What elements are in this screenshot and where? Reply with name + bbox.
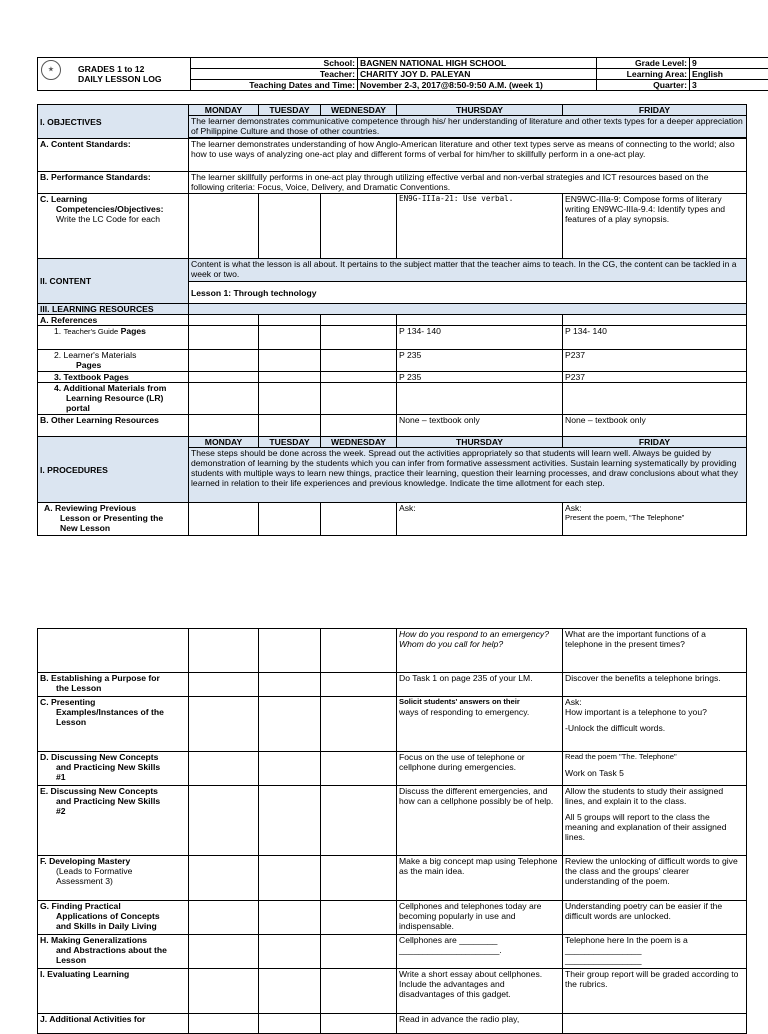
lesson-log-table-page2	[37, 628, 747, 1034]
lc-wednesday	[321, 194, 397, 259]
tg-pages-label: Pages	[121, 326, 146, 336]
lm-thursday: P 235	[397, 350, 563, 372]
discussing-1-friday-task: Work on Task 5	[565, 768, 744, 778]
lc-label-line1: C. Learning	[40, 194, 186, 204]
learning-area-value: English	[690, 69, 768, 80]
teaching-dates-value: November 2-3, 2017@8:50-9:50 A.M. (week 1)	[358, 80, 597, 91]
content-heading: II. CONTENT	[38, 259, 189, 304]
practical-applications-label	[38, 901, 189, 935]
school-label: School:	[191, 58, 358, 69]
content-standards-label: A. Content Standards:	[38, 139, 189, 172]
g-label-line1: G. Finding Practical	[40, 901, 186, 911]
lc-label-line3: Write the LC Code for each	[40, 214, 186, 224]
lm-label-line2: Pages	[54, 360, 186, 370]
grade-level-label: Grade Level:	[597, 58, 690, 69]
practical-applications-thursday: Cellphones and telephones today are becoming popularly in use and indispensable.	[397, 901, 563, 935]
c-label-line1: C. Presenting	[40, 697, 186, 707]
c-label-line2: Examples/Instances of the	[40, 707, 186, 717]
reviewing-thursday-question: How do you respond to an emergency? Whom do you call for help?	[397, 629, 563, 673]
f-label-line3: Assessment 3)	[40, 876, 186, 886]
performance-standards-text: The learner skillfully performs in one-act play through utilizing effective verbal and non-verbal strategies and ICT resources based on the following criteria: Focus, Voice, Delivery, and Dramatic Conventions.	[189, 172, 747, 194]
teacher-label: Teacher:	[191, 69, 358, 80]
evaluating-learning-friday: Their group report will be graded according to the rubrics.	[563, 969, 747, 1014]
presenting-examples-label	[38, 697, 189, 752]
additional-materials-label	[38, 383, 189, 415]
reviewing-friday-question: What are the important functions of a telephone in the present times?	[563, 629, 747, 673]
developing-mastery-friday: Review the unlocking of difficult words to give the class and the groups' clearer understanding of the poem.	[563, 856, 747, 901]
generalizations-thursday-line2: _____________________.	[399, 945, 560, 955]
tg-number: 1.	[54, 326, 61, 336]
tb-thursday: P 235	[397, 372, 563, 383]
lm-friday: P237	[563, 350, 747, 372]
a-label-line1: A. Reviewing Previous	[44, 503, 186, 513]
discussing-2-friday-report: All 5 groups will report to the class the meaning and explanation of their assigned lines.	[565, 812, 744, 842]
other-resources-friday: None – textbook only	[563, 415, 747, 437]
day-wednesday-header: WEDNESDAY	[321, 105, 397, 116]
lc-tuesday	[259, 194, 321, 259]
procedures-text: These steps should be done across the week. Spread out the activities appropriately so that students will learn well. Always be guided by demonstration of learning by the students which you can infer from formative assessment activities. Sustain learning systematically by providing students with multiple ways to learn new things, practice their learning, question their learning processes, and draw conclusions about what they learned in relation to their life experiences and previous knowledge. Indicate the time allotment for each step.	[189, 448, 747, 503]
additional-activities-label: J. Additional Activities for	[38, 1014, 189, 1034]
practical-applications-friday: Understanding poetry can be easier if the difficult words are unlocked.	[563, 901, 747, 935]
tb-friday: P237	[563, 372, 747, 383]
content-text: Content is what the lesson is all about. It pertains to the subject matter that the teacher aims to teach. In the CG, the content can be tackled in a week or two.	[189, 259, 747, 282]
d-label-line2: and Practicing New Skills	[40, 762, 186, 772]
g-label-line3: and Skills in Daily Living	[40, 921, 186, 931]
textbook-pages-label: 3. Textbook Pages	[38, 372, 189, 383]
lc-monday	[189, 194, 259, 259]
discussing-2-friday	[563, 786, 747, 856]
day-tuesday-header: TUESDAY	[259, 105, 321, 116]
e-label-line1: E. Discussing New Concepts	[40, 786, 186, 796]
content-standards-text: The learner demonstrates understanding of how Anglo-American literature and other text types serve as means of connecting to the world; also how to use ways of analyzing one-act play and different forms of verbal for him/her to skillfully perform in a one-act play.	[189, 139, 747, 172]
h-label-line1: H. Making Generalizations	[40, 935, 186, 945]
add-label-line1: 4. Additional Materials from	[54, 383, 186, 393]
reviewing-thursday: Ask:	[397, 503, 563, 536]
day-thursday-header-2: THURSDAY	[397, 437, 563, 448]
presenting-friday	[563, 697, 747, 752]
d-label-line1: D. Discussing New Concepts	[40, 752, 186, 762]
c-label-line3: Lesson	[40, 717, 186, 727]
references-label: A. References	[38, 315, 189, 326]
reviewing-friday	[563, 503, 747, 536]
evaluating-learning-label: I. Evaluating Learning	[38, 969, 189, 1014]
generalizations-friday-line3: ________________	[565, 955, 744, 965]
evaluating-learning-thursday	[397, 969, 563, 1014]
e-label-line2: and Practicing New Skills	[40, 796, 186, 806]
day-wednesday-header-2: WEDNESDAY	[321, 437, 397, 448]
g-label-line2: Applications of Concepts	[40, 911, 186, 921]
evaluating-thursday-line2: Include the advantages and disadvantages of this gadget.	[399, 979, 560, 999]
f-label-line1: F. Developing Mastery	[40, 856, 186, 866]
day-monday-header: MONDAY	[189, 105, 259, 116]
discussing-1-friday-read: Read the poem "The. Telephone"	[565, 752, 744, 762]
developing-mastery-thursday: Make a big concept map using Telephone as the main idea.	[397, 856, 563, 901]
other-resources-thursday: None – textbook only	[397, 415, 563, 437]
learning-resources-band	[189, 304, 747, 315]
learning-resources-heading: III. LEARNING RESOURCES	[38, 304, 189, 315]
tg-thursday: P 134- 140	[397, 326, 563, 350]
school-value: BAGNEN NATIONAL HIGH SCHOOL	[358, 58, 597, 69]
grade-level-value: 9	[690, 58, 768, 69]
e-label-line3: #2	[40, 806, 186, 816]
deped-seal-icon: ★	[41, 60, 61, 80]
teachers-guide-label	[38, 326, 189, 350]
day-tuesday-header-2: TUESDAY	[259, 437, 321, 448]
learners-materials-label	[38, 350, 189, 372]
tg-label: Teacher's Guide	[64, 327, 119, 336]
generalizations-friday	[563, 935, 747, 969]
purpose-friday: Discover the benefits a telephone brings.	[563, 673, 747, 697]
day-monday-header-2: MONDAY	[189, 437, 259, 448]
presenting-thursday-line2: ways of responding to emergency.	[399, 707, 560, 717]
lesson-title: Lesson 1: Through technology	[189, 282, 747, 304]
f-label-line2: (Leads to Formative	[40, 866, 186, 876]
a-label-line3: New Lesson	[44, 523, 186, 533]
presenting-thursday	[397, 697, 563, 752]
evaluating-thursday-line1: Write a short essay about cellphones.	[399, 969, 560, 979]
day-friday-header: FRIDAY	[563, 105, 747, 116]
day-friday-header-2: FRIDAY	[563, 437, 747, 448]
h-label-line3: Lesson	[40, 955, 186, 965]
purpose-label	[38, 673, 189, 697]
reviewing-lesson-label	[38, 503, 189, 536]
learning-competencies-label	[38, 194, 189, 259]
reviewing-friday-ask: Ask:	[565, 503, 744, 513]
generalizations-friday-line2: ________________	[565, 945, 744, 955]
header-table	[37, 57, 768, 91]
additional-activities-thursday: Read in advance the radio play,	[397, 1014, 563, 1034]
developing-mastery-label	[38, 856, 189, 901]
presenting-friday-ask: Ask:	[565, 697, 744, 707]
lc-thursday: EN9G-IIIa-21: Use verbal.	[397, 194, 563, 259]
tg-friday: P 134- 140	[563, 326, 747, 350]
purpose-thursday: Do Task 1 on page 235 of your LM.	[397, 673, 563, 697]
a-label-line2: Lesson or Presenting the	[44, 513, 186, 523]
discussing-1-label	[38, 752, 189, 786]
objectives-text: The learner demonstrates communicative competence through his/ her understanding of literature and other texts types for a deeper appreciation of Philippine Culture and those of other countries.	[189, 116, 747, 138]
b-label-line1: B. Establishing a Purpose for	[40, 673, 186, 683]
add-label-line2: Learning Resource (LR)	[54, 393, 186, 403]
d-label-line3: #1	[40, 772, 186, 782]
presenting-friday-unlock: -Unlock the difficult words.	[565, 723, 744, 733]
quarter-label: Quarter:	[597, 80, 690, 91]
discussing-2-thursday: Discuss the different emergencies, and how can a cellphone possibly be of help.	[397, 786, 563, 856]
lc-label-line2: Competencies/Objectives:	[40, 204, 186, 214]
other-resources-label: B. Other Learning Resources	[38, 415, 189, 437]
presenting-thursday-line1: Solicit students' answers on their	[399, 697, 560, 707]
quarter-value: 3	[690, 80, 768, 91]
discussing-1-friday	[563, 752, 747, 786]
reviewing-friday-poem: Present the poem, “The Telephone”	[565, 513, 744, 523]
discussing-2-friday-study: Allow the students to study their assigned lines, and explain it to the class.	[565, 786, 744, 806]
performance-standards-label: B. Performance Standards:	[38, 172, 189, 194]
header-title-1: GRADES 1 to 12	[78, 64, 188, 74]
teacher-value: CHARITY JOY D. PALEYAN	[358, 69, 597, 80]
generalizations-thursday	[397, 935, 563, 969]
b-label-line2: the Lesson	[40, 683, 186, 693]
header-title-cell	[38, 58, 191, 91]
generalizations-friday-line1: Telephone here In the poem is a	[565, 935, 744, 945]
learning-area-label: Learning Area:	[597, 69, 690, 80]
day-thursday-header: THURSDAY	[397, 105, 563, 116]
generalizations-label	[38, 935, 189, 969]
discussing-1-thursday: Focus on the use of telephone or cellphone during emergencies.	[397, 752, 563, 786]
teaching-dates-label: Teaching Dates and Time:	[191, 80, 358, 91]
procedures-heading: I. PROCEDURES	[38, 437, 189, 503]
lesson-log-table-page1	[37, 104, 747, 536]
header-title-2: DAILY LESSON LOG	[78, 74, 188, 84]
lc-friday: EN9WC-IIIa-9: Compose forms of literary writing EN9WC-IIIa-9.4: Identify types and features of a play synopsis.	[563, 194, 747, 259]
add-label-line3: portal	[54, 403, 186, 413]
generalizations-thursday-line1: Cellphones are ________	[399, 935, 560, 945]
h-label-line2: and Abstractions about the	[40, 945, 186, 955]
presenting-friday-question: How important is a telephone to you?	[565, 707, 744, 717]
discussing-2-label	[38, 786, 189, 856]
objectives-heading: I. OBJECTIVES	[38, 105, 189, 139]
lm-label-line1: 2. Learner's Materials	[54, 350, 186, 360]
